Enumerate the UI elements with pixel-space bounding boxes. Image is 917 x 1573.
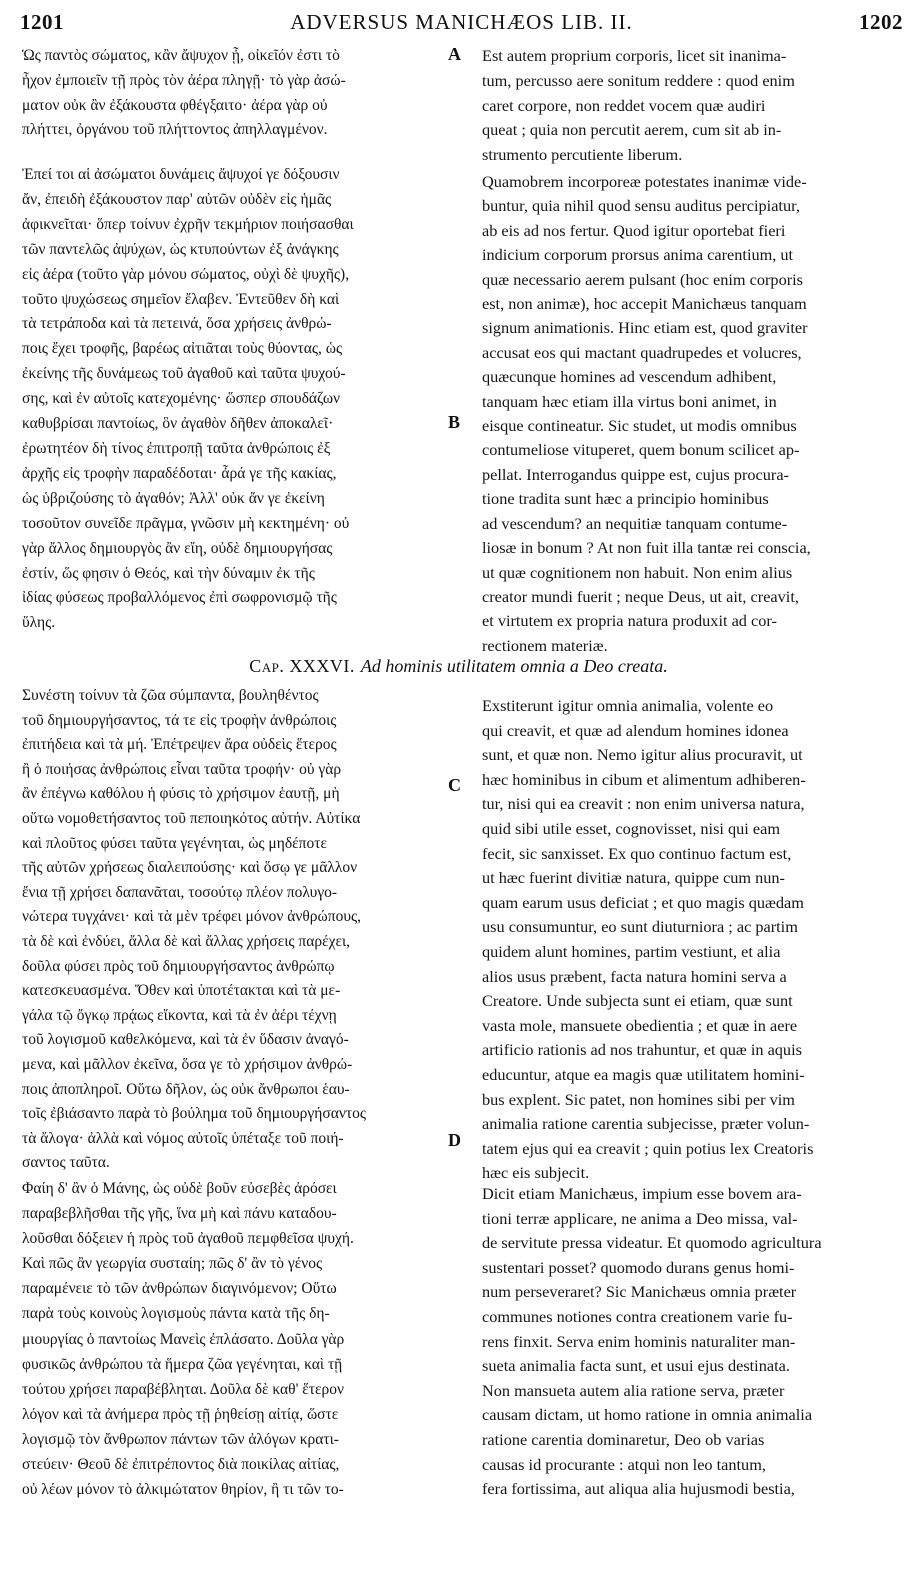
- page-number-left: 1201: [20, 9, 64, 34]
- greek-paragraph-1: Ὡς παντὸς σώματος, κἂν ἄψυχον ᾖ, οἰκεῖόν ἐστι τὸ ἦχον ἐμποιεῖν τῇ πρὸς τὸν ἀέρα πληγῇ· τὸ γὰρ ἀσώ- ματον οὐκ ἂν ἐξάκουστα φθέγξαιτο· ἀέρα γὰρ οὐ πλήττει, ὀργάνου τοῦ πλήττοντος ἀπηλλαγμένον.: [22, 47, 346, 139]
- latin-paragraph-2: Quamobrem incorporeæ potestates inanimæ vide- buntur, quia nihil quod sensu auditus percipiatur, ab eis ad nos fertur. Quod igitur oportebat fieri indicium corporum prorsus anima carentium, ut quæ necessario aerem pulsant (hoc enim corporis est, non animæ), hoc accepit Manichæus tanquam signum animationis. Hinc etiam est, quod graviter accusat eos qui mactant quadrupedes et volucres, quæcunque homines ad vescendum adhibent, tanquam hæc etiam illa virtus boni animet, in eisque contineatur. Sic studet, ut modis omnibus contumeliose vituperet, quem bonum scilicet ap- pellat. Interrogandus quippe est, cujus procura- tione tradita sunt hæc a principio hominibus ad vescendum? an nequitiæ tanquam contume- liosæ in bonum ? At non fuit illa tantæ rei conscia, ut quæ cognitionem non habuit. Non enim alius creator mundi fuerit ; neque Deus, ut ait, creavit, et virtutem ex propria natura produxit ad cor- rectionem materiæ.: [482, 172, 811, 655]
- margin-marker-b: B: [448, 412, 461, 432]
- greek-paragraph-4: Φαίη δ' ἂν ὁ Μάνης, ὡς οὐδὲ βοῦν εὐσεβὲς ἀρόσει παραβεβλῆσθαι τῆς γῆς, ἵνα μὴ καὶ πάνυ καταδου- λοῦσθαι δόξειεν ἡ πρὸς τοῦ ἀγαθοῦ πεμφθεῖσα ψυχή. Καὶ πῶς ἂν γεωργία συσταίη; πῶς δ' ἂν τὸ γένος παραμένειε τὸ τῶν ἀνθρώπων διαγινόμενον; Οὕτω παρὰ τοὺς κοινοὺς λογισμοὺς πάντα κατὰ τῆς δη- μιουργίας ὁ παντοίως Μανεὶς ἐπλάσατο. Δοῦλα γὰρ φυσικῶς ἀνθρώπου τὰ ἥμερα ζῶα γεγένηται, καὶ τῇ τούτου χρήσει παραβέβληται. Δοῦλα δὲ καθ' ἕτερον λόγον καὶ τὰ ἀνήμερα πρὸς τῇ ῥηθείσῃ αἰτίᾳ, ὥστε λογισμῷ τὸν ἄνθρωπον πάντων τῶν ἀλόγων κρατι- στεύειν· Θεοῦ δὲ ἐπιτρέποντος διὰ ποικίλας αἰτίας, οὐ λέων μόνον τὸ ἀλκιμώτατον θηρίον, ἢ τι τῶν το-: [22, 1180, 354, 1499]
- page-number-right: 1202: [858, 9, 903, 34]
- running-title: ADVERSUS MANICHÆOS LIB. II.: [290, 9, 633, 34]
- greek-paragraph-2: Ἐπεί τοι αἱ ἀσώματοι δυνάμεις ἄψυχοί γε δόξουσιν ἄν, ἐπειδὴ ἐξάκουστον παρ' αὐτῶν οὐδὲν εἰς ἡμᾶς ἀφικνεῖται· ὅπερ τοίνυν ἐχρῆν τεκμήριον ποιήσασθαι τῶν παντελῶς ἀψύχων, ὡς κτυπούντων ἐξ ἀνάγκης εἰς ἀέρα (τοῦτο γὰρ μόνου σώματος, οὐχὶ δὲ ψυχῆς), τοῦτο ψυχώσεως σημεῖον ἔλαβεν. Ἐντεῦθεν δὴ καὶ τὰ τετράποδα καὶ τὰ πετεινά, ὅσα χρήσεις ἀνθρώ- ποις ἔχει τροφῆς, βαρέως αἰτιᾶται τοὺς θύοντας, ὡς ἐκείνης τῆς δυνάμεως τοῦ ἀγαθοῦ καὶ ταῦτα ψυχού- σης, καὶ ἐν αὐτοῖς κατεχομένης· ὥσπερ σπουδάζων καθυβρίσαι παντοίως, ὃν ἀγαθὸν δῆθεν ἀποκαλεῖ· ἐρωτητέον δὴ τίνος ἐπιτροπῇ ταῦτα ἀνθρώποις ἐξ ἀρχῆς εἰς τροφὴν παραδέδοται· ἆρά γε τῆς κακίας, ὡς ὑβριζούσης τὸ ἀγαθόν; Ἀλλ' οὐκ ἄν γε ἐκείνη τοσοῦτον συνεῖδε πρᾶγμα, γνῶσιν μὴ κεκτημένη· οὐ γὰρ ἄλλος δημιουργὸς ἂν εἴη, οὐδὲ δημιουργήσας ἐστίν, ὥς φησιν ὁ Θεός, καὶ τὴν δύναμιν ἐκ τῆς ἰδίας φύσεως προβαλλόμενος ἐπὶ σωφρονισμῷ τῆς ὕλης.: [22, 166, 354, 632]
- chapter-number: Cap. XXXVI.: [249, 656, 355, 676]
- chapter-heading: [0, 656, 917, 677]
- margin-marker-c: C: [448, 775, 461, 795]
- latin-paragraph-1: Est autem proprium corporis, licet sit inanima- tum, percusso aere sonitum reddere : quod enim caret corpore, non reddet vocem quæ audiri queat ; quia non percutit aerem, cum sit ab in- strumento percutiente liberum.: [482, 46, 795, 165]
- chapter-title: Ad hominis utilitatem omnia a Deo creata.: [360, 656, 668, 676]
- margin-marker-d: D: [448, 1130, 461, 1150]
- latin-paragraph-3: Exstiterunt igitur omnia animalia, volente eo qui creavit, et quæ ad alendum homines idonea sunt, et quæ non. Nemo igitur alius procuravit, ut hæc hominibus in cibum et alimentum adhiberen- tur, nisi qui ea creavit : non enim universa natura, quid sibi utile esset, cognovisset, nisi qui eam fecit, sic sanxisset. Ex quo continuo factum est, ut hæc fuerint divitiæ natura, quippe cum nun- quam earum usus deficiat ; et quo magis quædam usu consumuntur, eo sunt diuturniora ; ac partim quidem alunt homines, partim vestiunt, et alia alios usus præbent, facta natura homini serva a Creatore. Unde subjecta sunt ei etiam, quæ sunt vasta mole, mansuete obedientia ; et quæ in aere artificio rationis ad nos trahuntur, et quæ in aquis educuntur, atque ea magis quæ utilitatem homini- bus explent. Sic patet, non homines sibi per vim animalia ratione carentia subjecisse, præter volun- tatem ejus qui ea creavit ; quin potius lex Creatoris hæc eis subjecit.: [482, 696, 814, 1183]
- greek-paragraph-3: Συνέστη τοίνυν τὰ ζῶα σύμπαντα, βουληθέντος τοῦ δημιουργήσαντος, τά τε εἰς τροφὴν ἀνθρώποις ἐπιτήδεια καὶ τὰ μή. Ἐπέτρεψεν ἄρα οὐδεὶς ἕτερος ἢ ὁ ποιήσας ἀνθρώποις εἶναι ταῦτα τροφήν· οὐ γὰρ ἂν ἐπέγνω καθόλου ἡ φύσις τὸ χρήσιμον ἑαυτῇ, μὴ οὕτω νομοθετήσαντος τοῦ πεποιηκότος αὐτήν. Αὐτίκα καὶ πλοῦτος φύσει ταῦτα γεγένηται, ὡς μηδέποτε τῆς αὐτῶν χρήσεως διαλειπούσης· καὶ ὅσῳ γε μᾶλλον ἔνια τῇ χρήσει δαπανᾶται, τοσούτῳ πλέον πολυγο- νώτερα τυγχάνει· καὶ τὰ μὲν τρέφει μόνον ἀνθρώπους, τὰ δὲ καὶ ἐνδύει, ἄλλα δὲ καὶ ἄλλας χρήσεις παρέχει, δοῦλα φύσει πρὸς τοῦ δημιουργήσαντος ἀνθρώπῳ κατεσκευασμένα. Ὅθεν καὶ ὑποτέτακται καὶ τὰ με- γάλα τῷ ὄγκῳ πρᾴως εἴκοντα, καὶ τὰ ἐν ἀέρι τέχνῃ τοῦ λογισμοῦ καθελκόμενα, καὶ τὰ ἐν ὕδασιν ἀναγό- μενα, καὶ μᾶλλον ἐκεῖνα, ὅσα γε τὸ χρήσιμον ἀνθρώ- ποις ἀποπληροῖ. Οὕτω δῆλον, ὡς οὐκ ἄνθρωποι ἑαυ- τοῖς ἐβιάσαντο παρὰ τὸ βούλημα τοῦ δημιουργήσαντος τὰ ἄλογα· ἀλλὰ καὶ νόμος αὐτοῖς ὑπέταξε τοῦ ποιή- σαντος ταῦτα.: [22, 687, 366, 1172]
- running-header: [20, 6, 903, 38]
- margin-marker-a: A: [448, 44, 461, 64]
- latin-paragraph-4: Dicit etiam Manichæus, impium esse bovem ara- tioni terræ applicare, ne anima a Deo missa, val- de servitute pressa videatur. Et quomodo agricultura sustentari posset? quomodo durans genus homi- num perseveraret? Sic Manichæus omnia præter communes notiones contra creationem varie fu- rens finxit. Serva enim hominis naturaliter man- sueta animalia facta sunt, et usui ejus destinata. Non mansueta autem alia ratione serva, præter causam dictam, ut homo ratione in omnia animalia ratione carentia dominaretur, Deo ob varias causas id procurante : atqui non leo tantum, fera fortissima, aut aliqua alia hujusmodi bestia,: [482, 1184, 822, 1499]
